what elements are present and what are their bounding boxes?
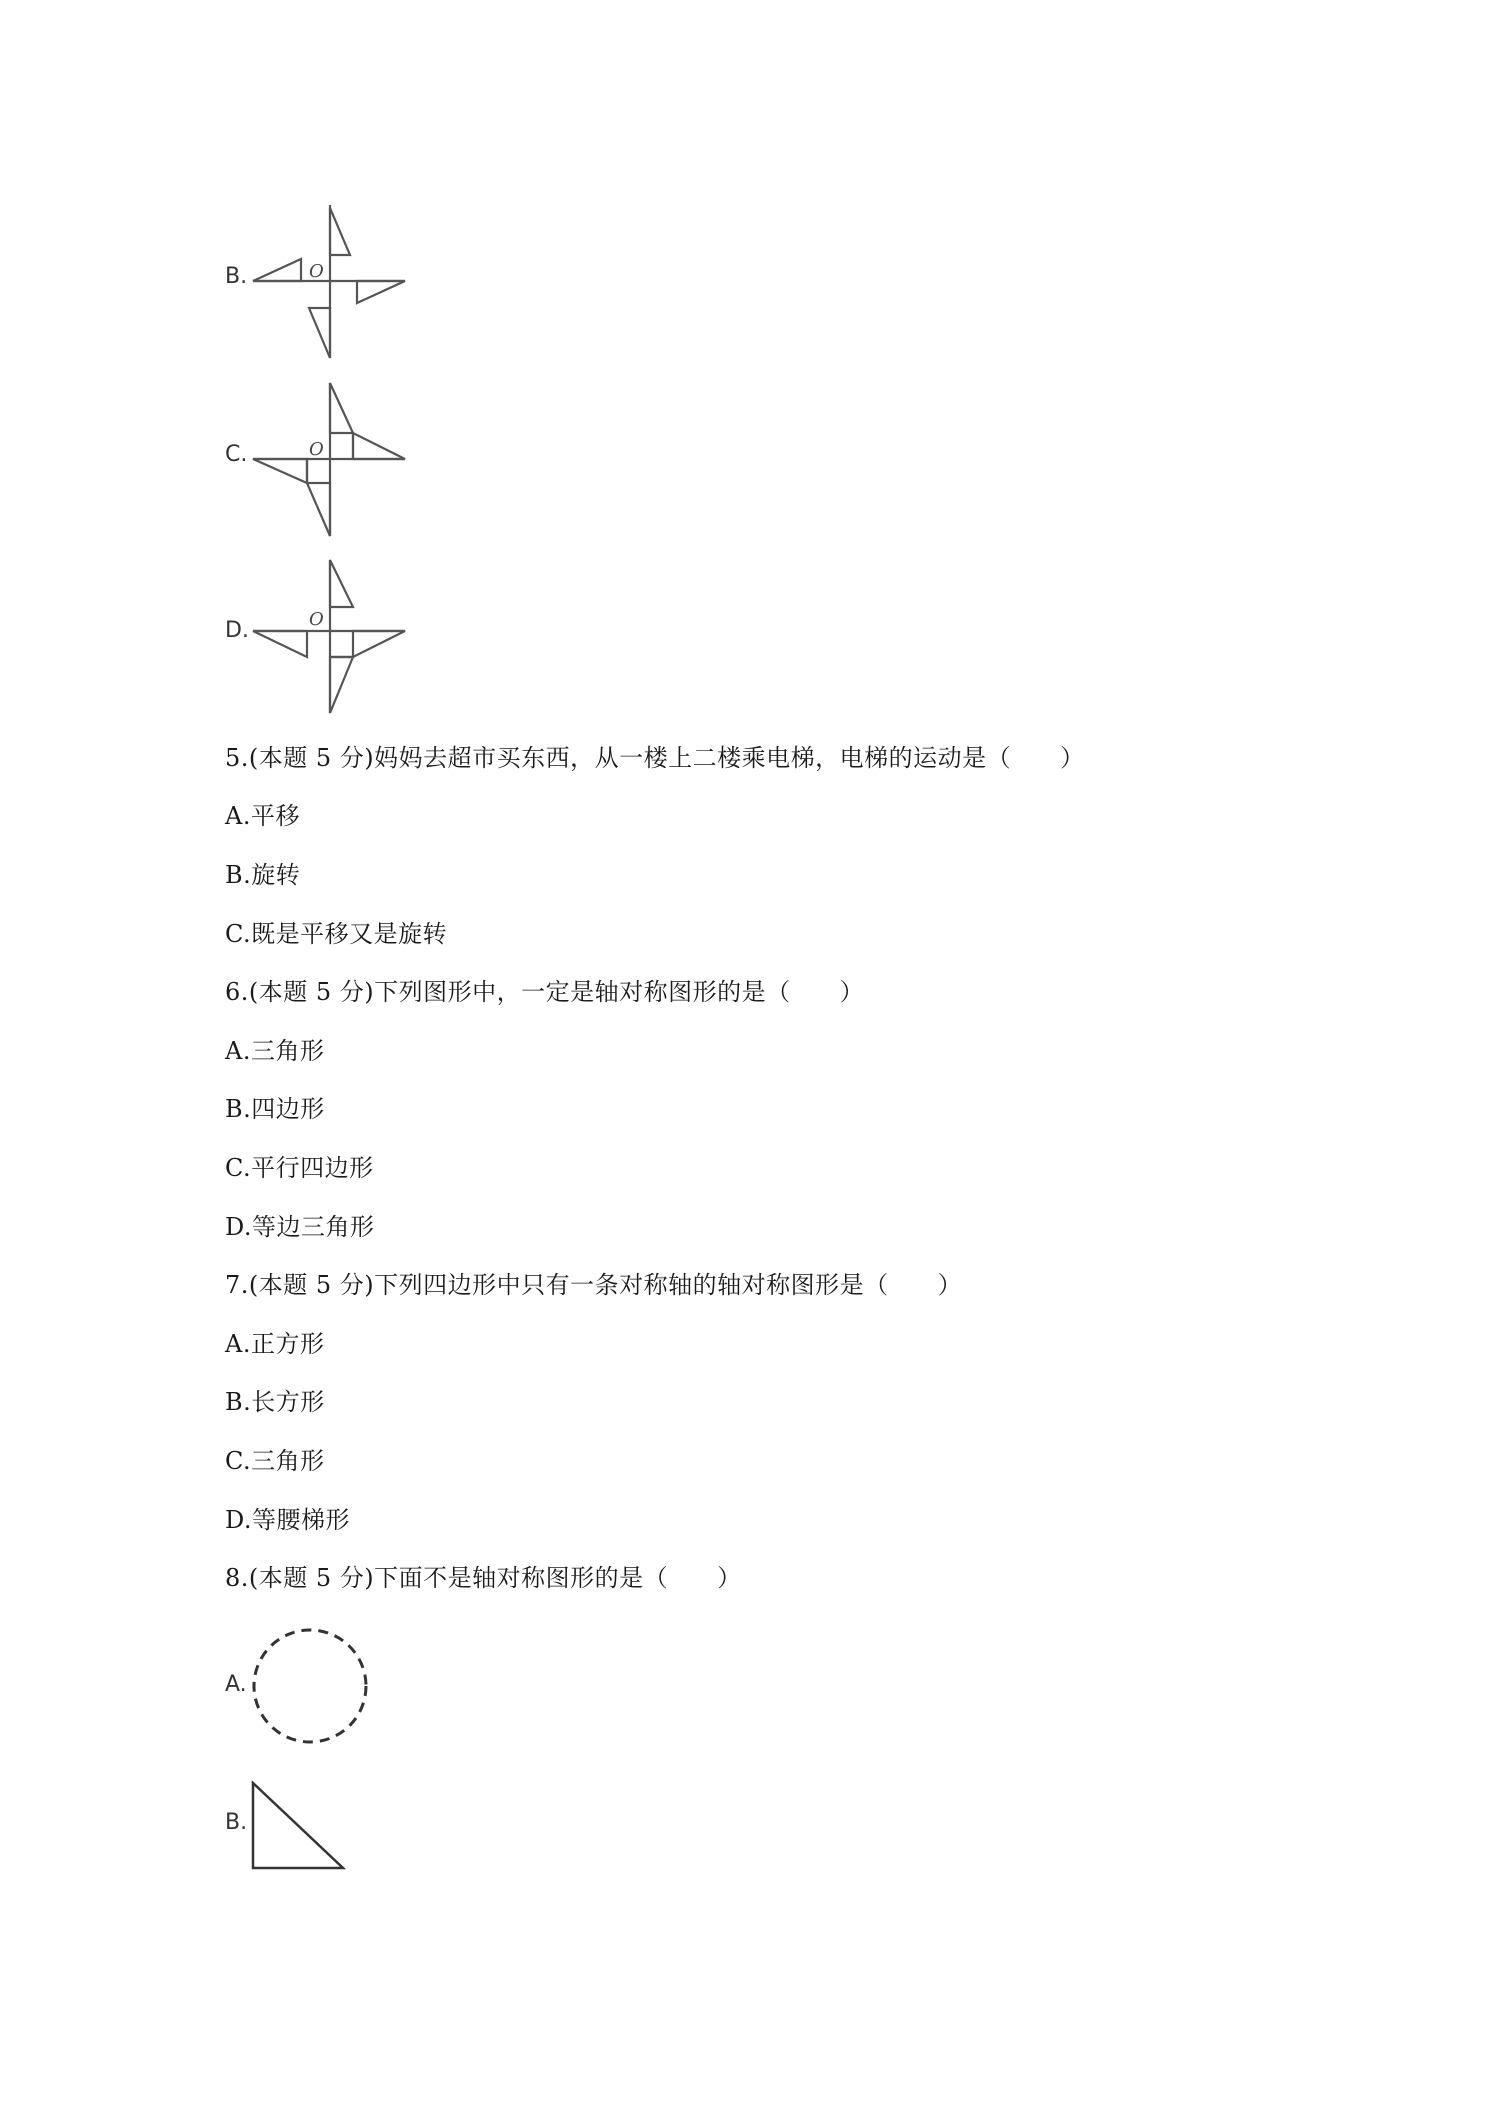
q5-stem: 5.(本题 5 分)妈妈去超市买东西，从一楼上二楼乘电梯，电梯的运动是（ ） (225, 744, 1085, 772)
q7-option-d[interactable]: D.等腰梯形 (225, 1506, 351, 1534)
q6-option-a[interactable]: A.三角形 (225, 1037, 325, 1065)
option-letter: B. (225, 264, 248, 289)
right-triangle-figure (248, 1778, 358, 1874)
dashed-circle-figure (248, 1624, 378, 1754)
pinwheel-figure-c (245, 378, 415, 538)
center-label: O (309, 439, 324, 460)
q6-stem: 6.(本题 5 分)下列图形中，一定是轴对称图形的是（ ） (225, 978, 865, 1006)
q7-stem: 7.(本题 5 分)下列四边形中只有一条对称轴的轴对称图形是（ ） (225, 1271, 963, 1299)
q6-option-c[interactable]: C.平行四边形 (225, 1154, 374, 1182)
q5-option-c[interactable]: C.既是平移又是旋转 (225, 920, 448, 948)
q8-stem: 8.(本题 5 分)下面不是轴对称图形的是（ ） (225, 1564, 742, 1592)
q5-option-a[interactable]: A.平移 (225, 802, 300, 830)
option-letter: C. (225, 442, 248, 467)
q5-option-b[interactable]: B.旋转 (225, 861, 301, 889)
q7-option-b[interactable]: B.长方形 (225, 1388, 325, 1416)
q7-option-a[interactable]: A.正方形 (225, 1330, 325, 1358)
center-label: O (309, 609, 324, 630)
pinwheel-figure-d (245, 555, 415, 715)
option-letter: D. (225, 618, 249, 643)
center-label: O (309, 261, 324, 282)
option-letter: A. (225, 1672, 247, 1697)
q7-option-c[interactable]: C.三角形 (225, 1447, 325, 1475)
option-letter: B. (225, 1810, 248, 1835)
q6-option-b[interactable]: B.四边形 (225, 1095, 325, 1123)
pinwheel-figure-b (245, 200, 415, 360)
q6-option-d[interactable]: D.等边三角形 (225, 1213, 375, 1241)
